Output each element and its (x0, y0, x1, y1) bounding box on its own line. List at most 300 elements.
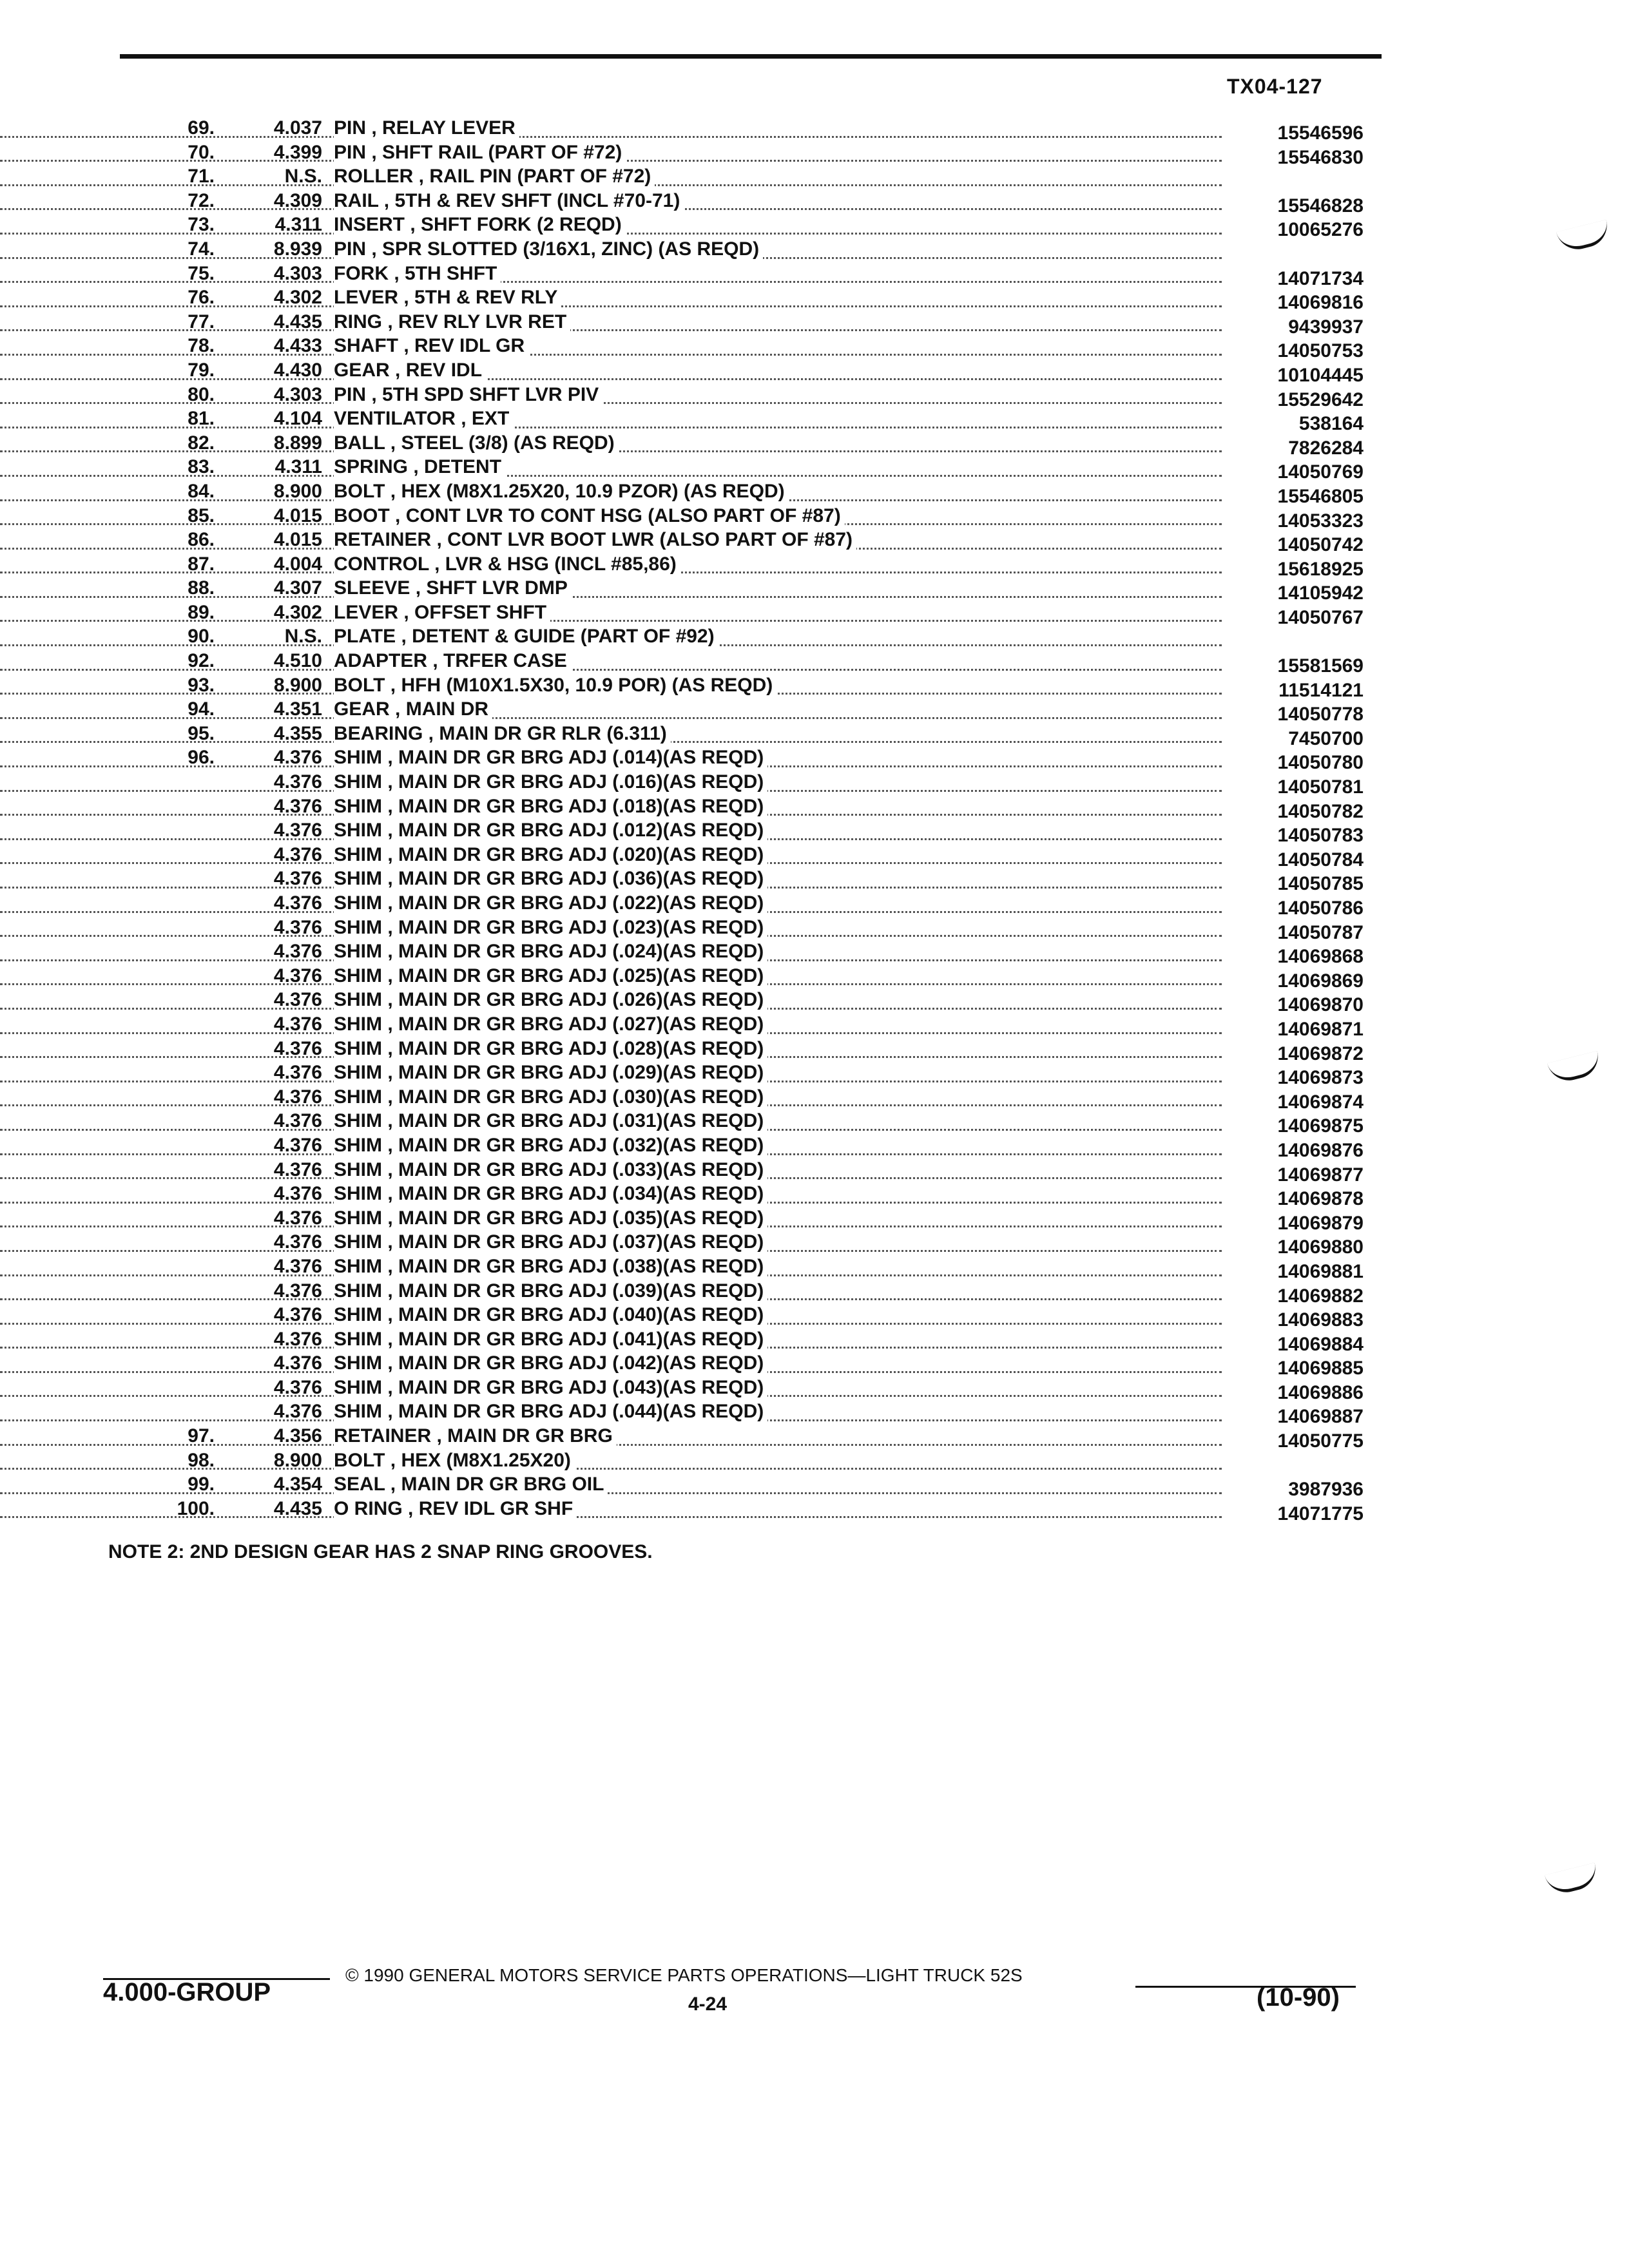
part-description (334, 675, 776, 697)
parts-row (0, 820, 1629, 847)
parts-row (0, 723, 1629, 747)
part-detail: OFFSET SHFT (414, 601, 547, 623)
part-number: 14050753 (1274, 340, 1364, 362)
part-detail: MAIN DR GR BRG ADJ (.024)(AS REQD) (398, 941, 764, 963)
part-detail: SHFT FORK (2 REQD) (421, 214, 622, 236)
parts-row (0, 1062, 1629, 1089)
group-number: 4.376 (273, 1207, 322, 1229)
part-description (334, 723, 671, 745)
parts-row (0, 360, 1629, 384)
part-detail: MAIN DR GR BRG ADJ (.012)(AS REQD) (398, 820, 764, 841)
part-detail: REV IDL GR SHF (418, 1497, 574, 1519)
parts-row (0, 1377, 1629, 1401)
group-number: 4.303 (273, 262, 322, 284)
separator: , (382, 1013, 399, 1035)
part-detail: MAIN DR GR BRG ADJ (.040)(AS REQD) (398, 1304, 764, 1326)
part-description (334, 384, 602, 406)
part-description (334, 1038, 767, 1060)
scan-mark (1545, 1863, 1600, 1897)
part-description (334, 335, 528, 357)
separator: , (423, 722, 439, 744)
part-number: 14069877 (1274, 1164, 1364, 1186)
part-detail: MAIN DR GR BRG ADJ (.042)(AS REQD) (398, 1352, 764, 1374)
part-detail: DETENT & GUIDE (PART OF #92) (412, 626, 715, 648)
part-description (334, 1159, 767, 1181)
part-detail: MAIN DR GR BRG ADJ (.025)(AS REQD) (398, 965, 764, 986)
separator: , (408, 456, 425, 478)
part-number: 14050787 (1274, 922, 1364, 944)
item-number: 70. (188, 141, 215, 163)
parts-row (0, 1086, 1629, 1111)
parts-row (0, 747, 1629, 774)
parts-row (0, 1401, 1629, 1428)
part-description (334, 1086, 767, 1108)
item-number: 76. (188, 287, 215, 309)
part-detail: MAIN DR GR BRG ADJ (.032)(AS REQD) (398, 1134, 764, 1156)
group-number: 4.376 (273, 843, 322, 865)
part-number: 14069886 (1274, 1382, 1364, 1404)
item-number: 93. (188, 674, 215, 696)
separator: , (382, 820, 399, 841)
part-name: SHIM (334, 843, 382, 865)
parts-row (0, 1159, 1629, 1184)
part-name: CONTROL (334, 553, 429, 575)
part-number: 538164 (1295, 413, 1364, 435)
part-detail: 5TH SHFT (405, 262, 497, 284)
part-detail: MAIN DR GR BRG ADJ (.033)(AS REQD) (398, 1158, 764, 1180)
part-description (334, 166, 655, 187)
group-number: N.S. (284, 166, 322, 187)
part-number: 14050785 (1274, 873, 1364, 895)
part-description (334, 698, 492, 720)
part-description (334, 1183, 767, 1205)
separator: , (385, 674, 401, 696)
part-description (334, 650, 571, 672)
item-number: 69. (188, 117, 215, 139)
group-number: 4.015 (273, 529, 322, 551)
part-name: SHIM (334, 1280, 382, 1302)
part-number: 14050784 (1274, 849, 1364, 871)
separator: , (366, 117, 383, 139)
separator: , (382, 1280, 399, 1302)
part-detail: REV RLY LVR RET (398, 311, 567, 332)
group-number: 4.435 (273, 1497, 322, 1519)
separator: , (382, 1207, 399, 1229)
part-number: 14069871 (1274, 1019, 1364, 1041)
item-number: 99. (188, 1474, 215, 1495)
group-number: 4.430 (273, 359, 322, 381)
group-number: 4.311 (275, 214, 322, 236)
part-number: 7826284 (1284, 437, 1364, 459)
part-number: 15546830 (1274, 147, 1364, 169)
parts-row (0, 1256, 1629, 1280)
part-name: INSERT (334, 214, 405, 236)
part-name: BALL (334, 432, 385, 454)
part-name: PIN (334, 117, 367, 139)
part-detail: MAIN DR GR BRG ADJ (.031)(AS REQD) (398, 1110, 764, 1132)
part-name: PIN (334, 141, 367, 163)
part-description (334, 1329, 767, 1350)
part-name: SHIM (334, 1255, 382, 1277)
parts-row (0, 238, 1629, 263)
part-number: 14069880 (1274, 1236, 1364, 1258)
group-number: 8.900 (273, 1449, 322, 1471)
part-description (334, 456, 505, 478)
separator: , (382, 1304, 399, 1326)
group-number: 4.309 (273, 189, 322, 211)
part-number: 14053323 (1274, 510, 1364, 532)
part-number: 14050782 (1274, 801, 1364, 823)
part-description (334, 529, 856, 551)
part-detail: REV IDL (405, 359, 483, 381)
item-number: 74. (188, 238, 215, 260)
part-description (334, 360, 486, 381)
parts-row (0, 263, 1629, 287)
part-detail: TRFER CASE (443, 650, 567, 672)
part-name: SHIM (334, 747, 382, 769)
separator: , (382, 868, 399, 890)
separator: , (382, 1134, 399, 1156)
separator: , (405, 214, 421, 236)
parts-row (0, 602, 1629, 626)
separator: , (389, 505, 406, 526)
dot-leader (0, 281, 1222, 283)
item-number: 82. (188, 432, 215, 454)
dot-leader (0, 305, 1222, 307)
part-number: 15618925 (1274, 559, 1364, 581)
page-number: 4-24 (688, 1994, 728, 2015)
parts-row (0, 117, 1629, 142)
part-number: 15546805 (1274, 486, 1364, 508)
parts-row (0, 505, 1629, 530)
separator: , (382, 1037, 399, 1059)
group-number: 4.311 (275, 456, 322, 478)
parts-row (0, 432, 1629, 457)
separator: , (389, 359, 406, 381)
part-name: SHIM (334, 1304, 382, 1326)
part-number: 14050775 (1274, 1430, 1364, 1452)
separator: , (382, 1328, 399, 1350)
item-number: 89. (188, 601, 215, 623)
separator: , (382, 1255, 399, 1277)
part-name: SEAL (334, 1474, 385, 1495)
separator: , (382, 1183, 399, 1205)
separator: , (382, 1110, 399, 1132)
group-number: 4.004 (273, 553, 322, 575)
group-number: 4.376 (273, 1231, 322, 1253)
group-number: 4.015 (273, 505, 322, 526)
part-description (334, 1474, 608, 1495)
parts-row (0, 456, 1629, 481)
group-number: 4.376 (273, 771, 322, 793)
separator: , (429, 553, 445, 575)
part-name: SLEEVE (334, 577, 410, 599)
part-description (334, 917, 767, 939)
parts-row (0, 1231, 1629, 1256)
part-description (334, 1450, 575, 1472)
part-detail: RAIL PIN (PART OF #72) (429, 166, 651, 187)
part-name: BOLT (334, 674, 385, 696)
part-description (334, 263, 501, 285)
part-description (334, 553, 680, 575)
part-name: BOLT (334, 1449, 385, 1471)
part-description (334, 1280, 767, 1302)
group-number: 4.376 (273, 1134, 322, 1156)
group-number: 4.376 (273, 941, 322, 963)
part-detail: MAIN DR GR BRG ADJ (.044)(AS REQD) (398, 1401, 764, 1423)
part-number: 14069869 (1274, 970, 1364, 992)
dot-leader (0, 329, 1222, 331)
part-name: SHIM (334, 1134, 382, 1156)
part-detail: MAIN DR GR BRG ADJ (.022)(AS REQD) (398, 892, 764, 914)
dot-leader (0, 1468, 1222, 1470)
group-number: 4.356 (273, 1425, 322, 1447)
group-number: 4.376 (273, 1376, 322, 1398)
part-name: SPRING (334, 456, 409, 478)
part-number: 14050781 (1274, 776, 1364, 798)
part-description (334, 1401, 767, 1423)
part-name: SHIM (334, 941, 382, 963)
group-number: 4.376 (273, 1304, 322, 1326)
part-detail: MAIN DR GR BRG ADJ (.023)(AS REQD) (398, 916, 764, 938)
part-description (334, 844, 767, 866)
separator: , (431, 529, 448, 551)
group-number: 4.376 (273, 868, 322, 890)
part-description (334, 1352, 767, 1374)
part-name: SHIM (334, 965, 382, 986)
item-number: 95. (188, 722, 215, 744)
part-description (334, 432, 619, 454)
part-description (334, 577, 572, 599)
item-number: 97. (188, 1425, 215, 1447)
item-number: 88. (188, 577, 215, 599)
item-number: 90. (188, 626, 215, 648)
group-number: 4.376 (273, 989, 322, 1011)
dot-leader (0, 669, 1222, 671)
part-detail: RELAY LEVER (382, 117, 516, 139)
part-name: SHIM (334, 1110, 382, 1132)
item-number: 75. (188, 262, 215, 284)
dot-leader (0, 1492, 1222, 1494)
parts-row (0, 917, 1629, 941)
parts-row (0, 844, 1629, 869)
item-number: 92. (188, 650, 215, 672)
part-description (334, 311, 570, 333)
group-number: 4.307 (273, 577, 322, 599)
item-number: 77. (188, 311, 215, 332)
part-number: 14069873 (1274, 1067, 1364, 1089)
parts-row (0, 1183, 1629, 1210)
parts-row (0, 287, 1629, 314)
group-number: 4.376 (273, 795, 322, 817)
part-number: 14069876 (1274, 1140, 1364, 1162)
parts-row (0, 553, 1629, 578)
part-description (334, 796, 767, 818)
part-description (334, 1377, 767, 1399)
group-number: 4.510 (273, 650, 322, 672)
parts-row (0, 529, 1629, 556)
parts-row (0, 650, 1629, 675)
parts-row (0, 698, 1629, 726)
part-description (334, 1110, 767, 1132)
part-description (334, 1256, 767, 1278)
part-name: SHIM (334, 989, 382, 1011)
part-number: 11514121 (1275, 680, 1364, 702)
group-number: 4.376 (273, 1062, 322, 1084)
top-rule (120, 54, 1382, 59)
part-detail: MAIN DR GR BRG ADJ (.030)(AS REQD) (398, 1086, 764, 1108)
group-number: 4.376 (273, 1183, 322, 1205)
group-number: 4.376 (273, 747, 322, 769)
part-name: SHIM (334, 1376, 382, 1398)
item-number: 100. (177, 1497, 215, 1519)
part-name: SHIM (334, 771, 382, 793)
item-number: 96. (188, 747, 215, 769)
parts-row (0, 989, 1629, 1014)
part-detail: EXT (471, 408, 510, 430)
part-name: VENTILATOR (334, 408, 456, 430)
separator: , (389, 698, 406, 720)
part-number: 15529642 (1274, 389, 1364, 411)
dot-leader (0, 596, 1222, 598)
item-number: 72. (188, 189, 215, 211)
parts-row (0, 1498, 1629, 1523)
part-number: 14069881 (1274, 1261, 1364, 1283)
parts-row (0, 577, 1629, 602)
parts-row (0, 1280, 1629, 1305)
part-description (334, 1498, 577, 1520)
part-detail: MAIN DR GR BRG ADJ (.034)(AS REQD) (398, 1183, 764, 1205)
item-number: 85. (188, 505, 215, 526)
group-number: 4.303 (273, 383, 322, 405)
dot-leader (0, 620, 1222, 622)
part-detail: MAIN DR GR BRG ADJ (.036)(AS REQD) (398, 868, 764, 890)
item-number: 81. (188, 408, 215, 430)
part-number: 14069875 (1274, 1115, 1364, 1137)
parts-row (0, 1207, 1629, 1232)
group-number: 4.376 (273, 1328, 322, 1350)
part-description (334, 771, 767, 793)
part-detail: DETENT (424, 456, 502, 478)
parts-row (0, 1352, 1629, 1377)
item-number: 79. (188, 359, 215, 381)
separator: , (413, 166, 430, 187)
part-name: SHIM (334, 1207, 382, 1229)
separator: , (398, 601, 415, 623)
parts-row (0, 335, 1629, 360)
dot-leader (0, 136, 1222, 138)
part-description (334, 747, 767, 769)
group-number: 4.376 (273, 1401, 322, 1423)
part-name: BEARING (334, 722, 423, 744)
part-description (334, 505, 845, 527)
part-description (334, 626, 718, 648)
part-number: 14105942 (1274, 582, 1364, 604)
group-number: 8.900 (273, 674, 322, 696)
part-number: 14050742 (1274, 534, 1364, 556)
separator: , (382, 843, 399, 865)
part-detail: HEX (M8X1.25X20) (401, 1449, 571, 1471)
footer-group: 4.000-GROUP (103, 1978, 271, 2006)
separator: , (385, 1474, 401, 1495)
parts-row (0, 1474, 1629, 1501)
separator: , (382, 1231, 399, 1253)
part-name: GEAR (334, 359, 390, 381)
part-number: 14069883 (1274, 1309, 1364, 1331)
part-detail: MAIN DR GR BRG ADJ (.043)(AS REQD) (398, 1376, 764, 1398)
parts-row (0, 1425, 1629, 1450)
dot-leader (0, 378, 1222, 380)
separator: , (382, 1376, 399, 1398)
part-description (334, 989, 767, 1011)
item-number: 80. (188, 383, 215, 405)
separator: , (378, 189, 395, 211)
separator: , (398, 335, 415, 357)
part-detail: MAIN DR GR BRG OIL (401, 1474, 604, 1495)
part-detail: HFH (M10X1.5X30, 10.9 POR) (AS REQD) (401, 674, 773, 696)
part-description (334, 214, 626, 236)
part-name: LEVER (334, 287, 399, 309)
separator: , (385, 432, 401, 454)
part-number: 14069878 (1274, 1188, 1364, 1210)
group-number: 4.302 (273, 287, 322, 309)
separator: , (366, 141, 383, 163)
separator: , (382, 1401, 399, 1423)
parts-row (0, 1450, 1629, 1474)
part-detail: MAIN DR GR BRG ADJ (.041)(AS REQD) (398, 1328, 764, 1350)
part-name: SHIM (334, 820, 382, 841)
parts-row (0, 384, 1629, 408)
note-text: NOTE 2: 2ND DESIGN GEAR HAS 2 SNAP RING GROOVES. (108, 1541, 653, 1562)
part-number: 14069872 (1274, 1043, 1364, 1065)
parts-row (0, 868, 1629, 895)
group-number: 4.376 (273, 1158, 322, 1180)
part-description (334, 117, 519, 139)
part-detail: STEEL (3/8) (AS REQD) (401, 432, 615, 454)
part-name: RING (334, 311, 382, 332)
part-description (334, 1062, 767, 1084)
separator: , (382, 916, 399, 938)
part-description (334, 238, 763, 260)
group-number: 4.376 (273, 1280, 322, 1302)
part-number: 14069870 (1274, 994, 1364, 1016)
part-number: 3987936 (1284, 1479, 1364, 1501)
separator: , (431, 1425, 448, 1447)
part-name: SHIM (334, 1158, 382, 1180)
part-number: 14071734 (1274, 268, 1364, 290)
part-name: GEAR (334, 698, 390, 720)
group-number: 4.399 (273, 141, 322, 163)
group-number: 4.376 (273, 916, 322, 938)
doc-code: TX04-127 (1227, 75, 1323, 98)
group-number: 4.376 (273, 965, 322, 986)
part-number: 14050780 (1274, 752, 1364, 774)
part-name: SHIM (334, 892, 382, 914)
part-detail: CONT LVR TO CONT HSG (ALSO PART OF #87) (405, 505, 841, 526)
group-number: 4.433 (273, 335, 322, 357)
part-number: 14069884 (1274, 1334, 1364, 1356)
part-name: FORK (334, 262, 389, 284)
group-number: 4.104 (273, 408, 322, 430)
part-number: 14050786 (1274, 898, 1364, 919)
part-number: 15546596 (1274, 122, 1364, 144)
separator: , (382, 311, 399, 332)
parts-row (0, 626, 1629, 650)
part-name: SHIM (334, 1231, 382, 1253)
group-number: 4.376 (273, 1013, 322, 1035)
part-detail: CONT LVR BOOT LWR (ALSO PART OF #87) (447, 529, 853, 551)
group-number: 4.376 (273, 1086, 322, 1108)
